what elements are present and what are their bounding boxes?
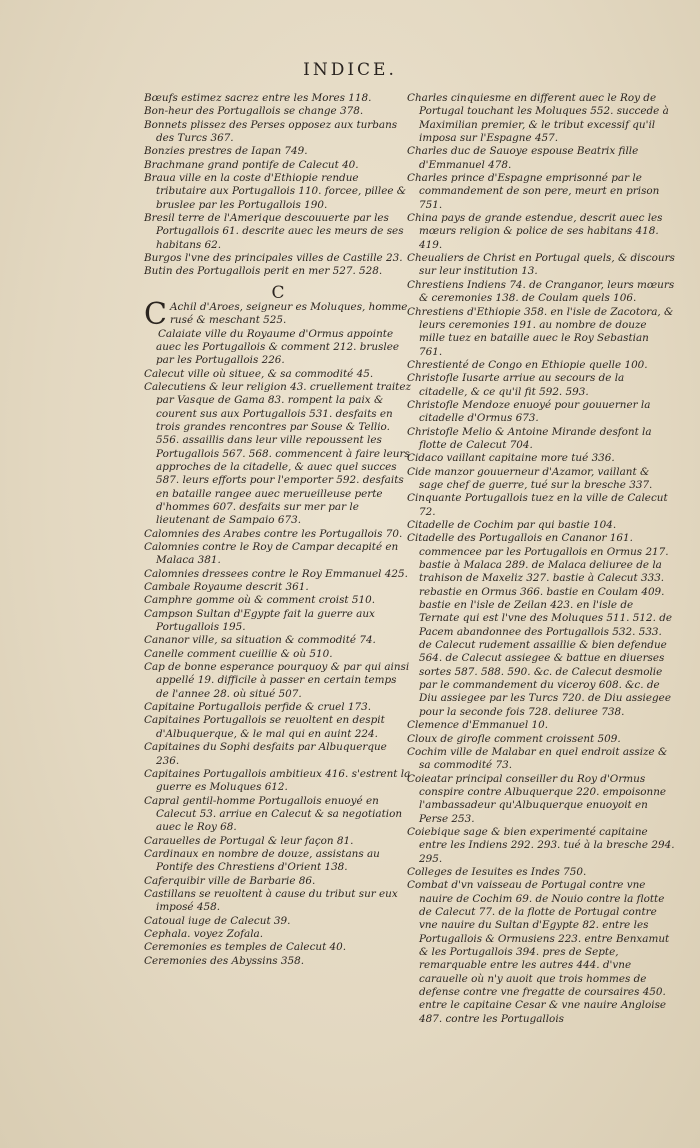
index-entry: Cheualiers de Christ en Portugal quels, & discours sur leur institution 13. (407, 252, 675, 278)
index-entry: Capral gentil-homme Portugallois enuoyé en Calecut 53. arriue en Calecut & sa negotiation auec le Roy 68. (144, 794, 403, 834)
index-entry: Calecut ville où situee, & sa commodité 45. (144, 367, 374, 380)
index-entry: Carauelles de Portugal & leur façon 81. (144, 834, 354, 847)
index-entry: Burgos l'vne des principales villes de Castille 23. (144, 252, 403, 265)
index-entry: Campson Sultan d'Egypte fait la guerre aux Portugallois 195. (144, 607, 375, 634)
index-entry: Christofle Mendoze enuoyé pour gouuerner la citadelle d'Ormus 673. (407, 398, 651, 425)
index-entry: Ceremonies des Abyssins 358. (144, 954, 305, 967)
index-entry: Braua ville en la coste d'Ethiopie rendue tributaire aux Portugallois 110. forcee, pillee & bruslee par les Portugallois 190. (144, 172, 407, 211)
index-entry: Coiebique sage & bien experimenté capitaine entre les Indiens 292. 293. tué à la bresche 294. 295. (407, 825, 675, 865)
index-entry: Cinquante Portugallois tuez en la ville de Calecut 72. (407, 492, 668, 518)
index-entry: Capitaines Portugallois ambitieux 416. s'estrent la guerre es Moluques 612. (144, 767, 411, 794)
index-entry: Ceremonies es temples de Calecut 40. (144, 941, 347, 954)
index-entry: Bonnets plissez des Perses opposez aux turbans des Turcs 367. (144, 118, 398, 145)
index-entry: Charles cinquiesme en different auec le Roy de Portugal touchant les Moluques 552. succede à Maximilian premier, & le tribut excessif qu'il imposa sur l'Espagne 457. (407, 92, 669, 145)
index-entry: Chrestiens d'Ethiopie 358. en l'isle de Zacotora, & leurs ceremonies 191. au nombre de douze mille tuez en bataille auec le Roy Sebastian 761. (407, 305, 674, 358)
index-entry: Calomnies contre le Roy de Campar decapité en Malaca 381. (144, 541, 399, 567)
index-entry: Brachmane grand pontife de Calecut 40. (144, 158, 359, 171)
index-entry: Cochim ville de Malabar en quel endroit assize & sa commodité 73. (407, 745, 668, 772)
index-entry: China pays de grande estendue, descrit auec les mœurs religion & police de ses habitans 418. 419. (407, 212, 663, 251)
index-entry: Bon-heur des Portugallois se change 378. (144, 105, 364, 118)
index-entry: Cananor ville, sa situation & commodité 74. (144, 634, 376, 647)
index-entry: Castillans se reuoltent à cause du tribut sur eux imposé 458. (144, 887, 398, 914)
index-entry: Calecutiens & leur religion 43. cruellement traitez par Vasque de Gama 83. rompent la paix & courent sus aux Portugallois 531. desfaits en trois grandes rencontres par Souse & Tellio. 556. assaillis dans leur ville repoussent les Portugallois 567. 568. commencent à faire leurs approches de la citadelle, & auec quel succes 587. leurs efforts pour l'emporter 592. desfaits en bataille rangee auec merueilleuse perte d'hommes 607. desfaits sur mer par le lieutenant de Sampaio 673. (144, 380, 411, 527)
index-entry: Butin des Portugallois perit en mer 527. 528. (144, 265, 383, 278)
index-entry-first (144, 296, 412, 332)
index-entry: Coieatar principal conseiller du Roy d'Ormus conspire contre Albuquerque 220. empoisonne l'ambassadeur qu'Albuquerque enuoyoit en Perse 253. (407, 772, 667, 825)
index-entry: Calomnies dressees contre le Roy Emmanuel 425. (144, 567, 408, 580)
index-entry: Calomnies des Arabes contre les Portugallois 70. (144, 527, 403, 540)
index-entry: Citadelle des Portugallois en Cananor 161. commencee par les Portugallois en Ormus 217. bastie à Malaca 289. de Malaca deliuree de la trahison de Maxeliz 327. bastie à Calecut 333. rebastie en Ormus 366. bastie en Coulam 409. bastie en l'isle de Zeilan 423. en l'isle de Ternate qui est l'vne des Moluques 511. 512. de Pacem abandonnee des Portugallois 532. 533. de Calecut rudement assaillie & bien defendue 564. de Calecut assiegee & battue en diuerses sortes 587. 588. 590. &c. de Calecut desmolie par le commandement du viceroy 608. &c. de Diu assiegee par les Turcs 720. de Diu assiegee pour la seconde fois 728. deliuree 738. (407, 532, 673, 718)
left-column (144, 92, 412, 968)
index-entry: Bœufs estimez sacrez entre les Mores 118. (144, 92, 372, 104)
index-entry: Caferquibir ville de Barbarie 86. (144, 874, 316, 887)
index-entry: Camphre gomme où & comment croist 510. (144, 594, 376, 607)
index-entry: Christofle Iusarte arriue au secours de la citadelle, & ce qu'il fit 592. 593. (407, 372, 625, 398)
index-entry: Calaiate ville du Royaume d'Ormus appointe auec les Portugallois & comment 212. bruslee par les Portugallois 226. (156, 327, 399, 367)
section-letter: C (271, 282, 285, 303)
index-entry: Cambale Royaume descrit 361. (144, 581, 309, 594)
index-entry-text: Achil d'Aroes, seigneur es Moluques, homme rusé & meschant 525. (169, 300, 408, 327)
index-entry: Catoual iuge de Calecut 39. (144, 914, 291, 927)
right-column (407, 92, 675, 1026)
index-entry: Cephala. voyez Zofala. (144, 927, 264, 940)
index-entry: Clemence d'Emmanuel 10. (407, 719, 549, 732)
index-entry: Canelle comment cueillie & où 510. (144, 647, 333, 660)
index-entry: Cide manzor gouuerneur d'Azamor, vaillant & sage chef de guerre, tué sur la bresche 337. (407, 465, 653, 491)
index-entry: Capitaine Portugallois perfide & cruel 173. (144, 701, 372, 714)
index-entry: Combat d'vn vaisseau de Portugal contre vne nauire de Cochim 69. de Nouio contre la flotte de Calecut 77. de la flotte de Portugal contre vne nauire du Sultan d'Egypte 82. entre les Portugallois & Ormusiens 223. entre Benxamut & les Portugallois 394. pres de Septe, remarquable entre les autres 444. d'vne carauelle où n'y auoit que trois hommes de defense contre vne fregatte de coursaires 450. entre le capitaine Cesar & vne nauire Angloise 487. contre les Portugallois (407, 879, 670, 1025)
drop-cap: C (144, 296, 167, 332)
index-entry: Christofle Melio & Antoine Mirande desfont la flotte de Calecut 704. (407, 425, 652, 451)
index-entry: Bonzies prestres de Iapan 749. (144, 145, 308, 158)
index-entry: Chrestiens Indiens 74. de Cranganor, leurs mœurs & ceremonies 138. de Coulam quels 106. (407, 278, 675, 305)
index-entry: Capitaines du Sophi desfaits par Albuquerque 236. (144, 741, 387, 767)
index-entry: Bresil terre de l'Amerique descouuerte par les Portugallois 61. descrite auec les meurs de ses habitans 62. (144, 212, 404, 251)
index-entry: Colleges de Iesuites es Indes 750. (407, 865, 587, 878)
index-entry: Capitaines Portugallois se reuoltent en despit d'Albuquerque, & le mal qui en auint 224. (144, 714, 385, 740)
index-entry: Chrestienté de Congo en Ethiopie quelle 100. (407, 358, 648, 371)
index-entry: Charles duc de Sauoye espouse Beatrix fille d'Emmanuel 478. (407, 145, 639, 171)
index-entry: Citadelle de Cochim par qui bastie 104. (407, 519, 617, 531)
index-entry: Charles prince d'Espagne emprisonné par le commandement de son pere, meurt en prison 751. (407, 172, 660, 211)
page-title: INDICE. (303, 60, 397, 80)
index-entry: Cardinaux en nombre de douze, assistans au Pontife des Chrestiens d'Orient 138. (144, 847, 380, 874)
index-entry: Cap de bonne esperance pourquoy & par qui ainsi appellé 19. difficile à passer en certain temps de l'annee 28. où situé 507. (144, 661, 410, 700)
index-entry: Cidaco vaillant capitaine more tué 336. (407, 452, 615, 465)
index-entry: Cloux de girofle comment croissent 509. (407, 732, 621, 745)
